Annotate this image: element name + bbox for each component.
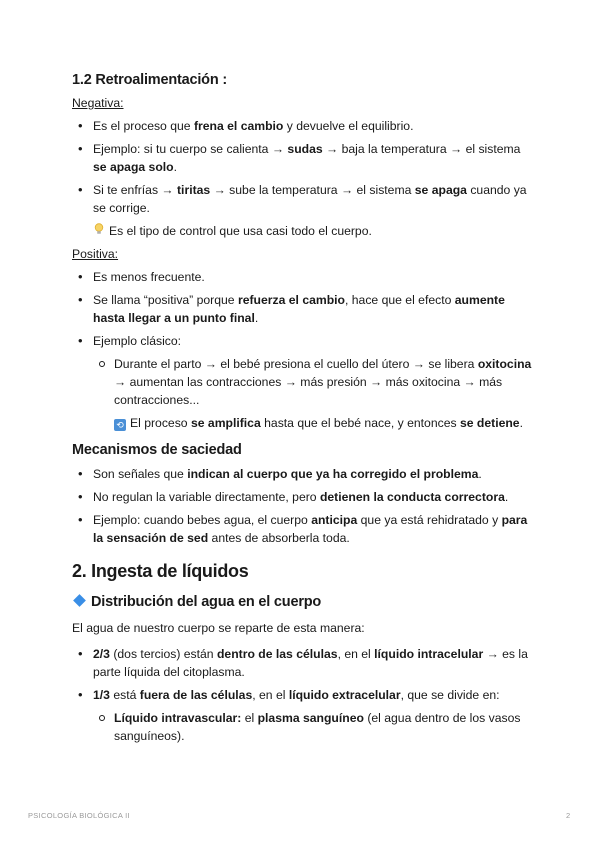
positive-list bbox=[72, 268, 532, 432]
water-list bbox=[72, 645, 532, 745]
footer-course: PSICOLOGÍA BIOLÓGICA II bbox=[28, 811, 130, 820]
positive-sublist bbox=[93, 355, 532, 409]
negative-label: Negativa: bbox=[72, 96, 124, 110]
negative-list bbox=[72, 117, 532, 217]
list-item: • 2/3 (dos tercios) están dentro de las células, en el líquido intracelular → es la parte líquida del citoplasma. bbox=[72, 645, 532, 681]
satiety-list bbox=[72, 465, 532, 547]
satiety-title: Mecanismos de saciedad bbox=[72, 442, 242, 458]
list-item: • Ejemplo: cuando bebes agua, el cuerpo anticipa que ya está rehidratado y para la sensación de sed antes de absorberla toda. bbox=[72, 511, 532, 547]
water-intro: El agua de nuestro cuerpo se reparte de esta manera: bbox=[72, 621, 365, 635]
list-item: • Ejemplo: si tu cuerpo se calienta → sudas → baja la temperatura → el sistema se apaga solo. bbox=[72, 140, 532, 176]
list-item: • Son señales que indican al cuerpo que ya ha corregido el problema. bbox=[72, 465, 532, 483]
list-item: • No regulan la variable directamente, pero detienen la conducta correctora. bbox=[72, 488, 532, 506]
water-distribution-title: Distribución del agua en el cuerpo bbox=[72, 594, 532, 610]
lightbulb-icon bbox=[93, 222, 105, 240]
positive-label: Positiva: bbox=[72, 247, 119, 261]
section-1-2-title: 1.2 Retroalimentación : bbox=[72, 72, 227, 88]
list-item: • Es el proceso que frena el cambio y devuelve el equilibrio. bbox=[72, 117, 532, 135]
footer-page-number: 2 bbox=[566, 811, 571, 820]
positive-note: ⟲ El proceso se amplifica hasta que el bebé nace, y entonces se detiene. bbox=[93, 414, 532, 432]
section-2-title: 2. Ingesta de líquidos bbox=[72, 561, 249, 581]
repeat-icon: ⟲ bbox=[114, 419, 126, 431]
negative-note: Es el tipo de control que usa casi todo el cuerpo. bbox=[72, 222, 532, 240]
page-content bbox=[72, 72, 532, 750]
list-item: • Se llama “positiva” porque refuerza el cambio, hace que el efecto aumente hasta llegar a un punto final. bbox=[72, 291, 532, 327]
list-item: Durante el parto → el bebé presiona el cuello del útero → se libera oxitocina → aumentan las contracciones → más presión → más oxitocina → más contracciones... bbox=[93, 355, 532, 409]
diamond-icon bbox=[73, 594, 86, 607]
list-item: • 1/3 está fuera de las células, en el líquido extracelular, que se divide en: Líquido intravascular: el plasma sanguíneo (el agua dentro de los vasos sanguíneos). bbox=[72, 686, 532, 745]
list-item: • Es menos frecuente. bbox=[72, 268, 532, 286]
water-sublist bbox=[93, 709, 532, 745]
list-item: • Ejemplo clásico: Durante el parto → el bebé presiona el cuello del útero → se libera oxitocina → aumentan las contracciones → más presión → más oxitocina → más contracciones... ⟲ El proceso se amplifica hasta que el bebé nace, y entonces se detiene. bbox=[72, 332, 532, 432]
list-item: Líquido intravascular: el plasma sanguíneo (el agua dentro de los vasos sanguíneos). bbox=[93, 709, 532, 745]
list-item: • Si te enfrías → tiritas → sube la temperatura → el sistema se apaga cuando ya se corrige. bbox=[72, 181, 532, 217]
